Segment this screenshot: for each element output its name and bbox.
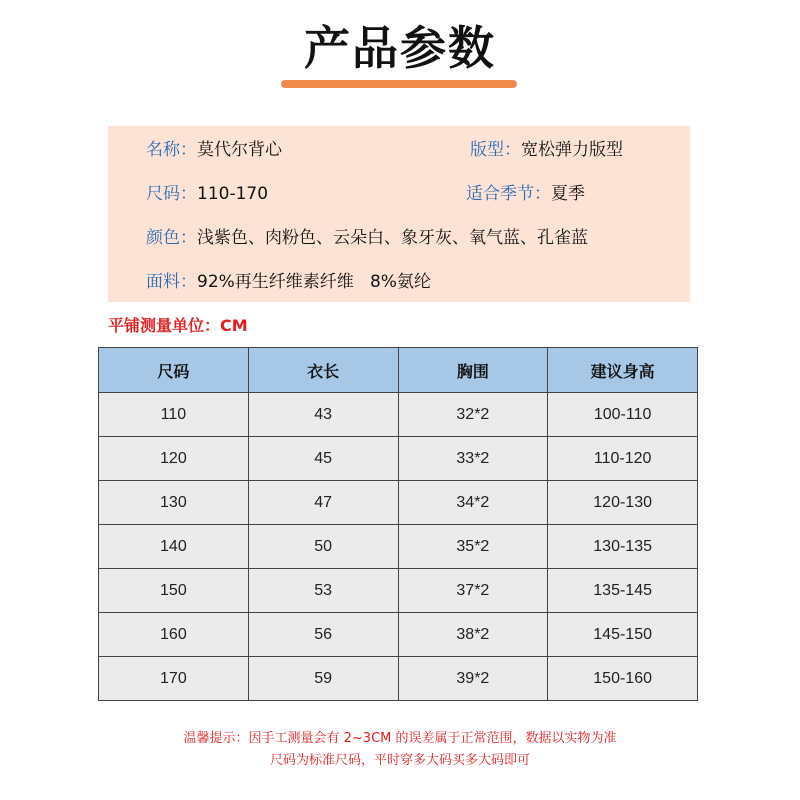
cell-length: 59 [248,657,398,701]
name-value: 莫代尔背心 [197,140,282,160]
cell-length: 53 [248,569,398,613]
table-row [99,481,698,525]
table-header-row [99,348,698,393]
table-row [99,569,698,613]
table-row [99,657,698,701]
fabric-value: 92%再生纤维素纤维 8%氨纶 [197,272,431,292]
cell-chest: 34*2 [398,481,548,525]
cell-size: 110 [99,393,249,437]
size-label: 尺码： [146,184,197,204]
table-row [99,437,698,481]
cell-chest: 32*2 [398,393,548,437]
season-value: 夏季 [551,184,585,204]
tips-line-2: 尺码为标准尺码，平时穿多大码买多大码即可 [269,753,530,768]
color-label: 颜色： [146,228,197,248]
fit-value: 宽松弹力版型 [521,140,623,160]
info-name [146,138,282,162]
product-info-panel [108,126,690,302]
fabric-label: 面料： [146,272,197,292]
cell-size: 140 [99,525,249,569]
header-height: 建议身高 [548,348,698,393]
cell-chest: 35*2 [398,525,548,569]
cell-height: 135-145 [548,569,698,613]
cell-length: 56 [248,613,398,657]
info-fabric [146,270,431,294]
cell-height: 145-150 [548,613,698,657]
season-label: 适合季节： [466,184,551,204]
table-row [99,613,698,657]
color-value: 浅紫色、肉粉色、云朵白、象牙灰、氧气蓝、孔雀蓝 [197,228,588,248]
cell-size: 160 [99,613,249,657]
table-row [99,393,698,437]
cell-length: 43 [248,393,398,437]
table-row [99,525,698,569]
header-chest: 胸围 [398,348,548,393]
info-fit [470,138,623,162]
page-title: 产品参数 [304,21,496,75]
cell-size: 130 [99,481,249,525]
cell-chest: 33*2 [398,437,548,481]
cell-length: 50 [248,525,398,569]
fit-label: 版型： [470,140,521,160]
cell-height: 130-135 [548,525,698,569]
cell-size: 150 [99,569,249,613]
info-size [146,182,268,206]
cell-height: 100-110 [548,393,698,437]
header-size: 尺码 [99,348,249,393]
cell-chest: 39*2 [398,657,548,701]
cell-length: 45 [248,437,398,481]
info-season [466,182,585,206]
cell-chest: 37*2 [398,569,548,613]
cell-size: 170 [99,657,249,701]
cell-height: 150-160 [548,657,698,701]
cell-length: 47 [248,481,398,525]
cell-chest: 38*2 [398,613,548,657]
name-label: 名称： [146,140,197,160]
measure-note: 平铺测量单位：CM [108,316,248,335]
cell-height: 120-130 [548,481,698,525]
cell-size: 120 [99,437,249,481]
cell-height: 110-120 [548,437,698,481]
size-table [98,347,698,701]
info-colors [146,226,588,250]
header-length: 衣长 [248,348,398,393]
warm-tips [0,728,800,772]
size-value: 110-170 [197,184,269,204]
title-underline [281,80,517,88]
tips-line-1: 温馨提示：因手工测量会有 2~3CM 的误差属于正常范围，数据以实物为准 [183,731,617,746]
